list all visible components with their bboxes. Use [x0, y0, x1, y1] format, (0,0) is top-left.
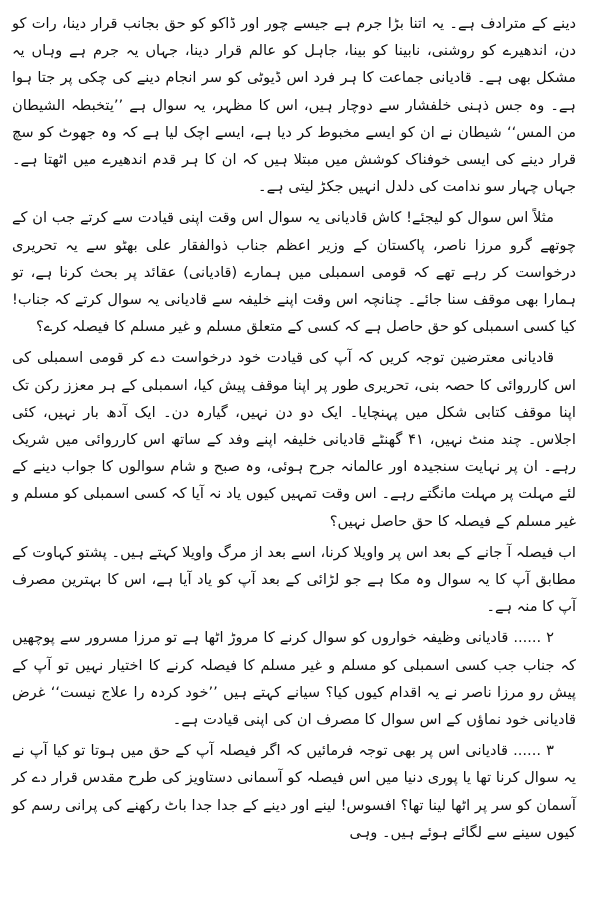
paragraph-opening: دینے کے مترادف ہے۔ یہ اتنا بڑا جرم ہے جیسے چور اور ڈاکو کو حق بجانب قرار دینا، رات کو دن، اندھیرے کو روشنی، نابینا کو بینا، جاہل کو عالم قرار دینا، جہاں یہ جرم ہے وہاں یہ مشکل بھی ہے۔ قادیانی جماعت کا ہر فرد اس ڈیوٹی کو سر انجام دینے کی چکی پر جتا ہوا ہے۔ وہ جس ذہنی خلفشار سے دوچار ہیں، اس کا مظہر، یہ سوال ہے ’’یتخبطہ الشیطان من المس‘‘ شیطان نے ان کو ایسے مخبوط کر دیا ہے، ایسے اچک لیا ہے کہ وہ جھوٹ کو سچ قرار دینے کی ایسی خوفناک کوشش میں مبتلا ہیں کہ ان کا ہر قدم اندھیرے میں اٹھتا ہے۔ جہاں چہار سو ندامت کی دلدل انہیں جکڑ لیتی ہے۔ — [12, 15, 576, 196]
paragraph-point-three: ۳ ...... قادیانی اس پر بھی توجہ فرمائیں کہ اگر فیصلہ آپ کے حق میں ہوتا تو کیا آپ نے یہ سوال کرنا تھا یا پوری دنیا میں اس فیصلہ کو آسمانی دستاویز کی طرح مقدس قرار دے کر آسمان کو سر پر اٹھا لینا تھا؟ افسوس! لینے اور دینے کے جدا جدا باٹ رکھنے کی پرانی رسم کو کیوں سینے سے لگائے ہوئے ہیں۔ وہی — [12, 742, 576, 841]
paragraph-after-decision: اب فیصلہ آ جانے کے بعد اس پر واویلا کرنا، اسے بعد از مرگ واویلا کہتے ہیں۔ پشتو کہاوت کے مطابق آپ کا یہ سوال وہ مکا ہے جو لڑائی کے بعد آپ کو یاد آیا ہے، اس کا بہترین مصرف آپ کا منہ ہے۔ — [12, 543, 576, 616]
paragraph-point-two: ۲ ...... قادیانی وظیفہ خواروں کو سوال کرنے کا مروڑ اٹھا ہے تو مرزا مسرور سے پوچھیں کہ جناب جب کسی اسمبلی کو مسلم و غیر مسلم کا فیصلہ کرنے کا اختیار نہیں تو آپ کے پیش رو مرزا ناصر نے یہ اقدام کیوں کیا؟ سیانے کہتے ہیں ’’خود کردہ را علاج نیست‘‘ غرض قادیانی خود نماؤں کے اس سوال کا مصرف ان کی اپنی قیادت ہے۔ — [12, 629, 576, 729]
paragraph-assembly-proceedings: قادیانی معترضین توجہ کریں کہ آپ کی قیادت خود درخواست دے کر قومی اسمبلی کی اس کارروائی کا حصہ بنی، تحریری طور پر اپنا موقف پیش کیا، اسمبلی کے ہر معزز رکن تک اپنا موقف کتابی شکل میں پہنچایا۔ ایک دو دن نہیں، گیارہ دن۔ ایک آدھ بار نہیں، کئی اجلاس۔ چند منٹ نہیں، ۴۱ گھنٹے قادیانی خلیفہ اپنے وفد کے ساتھ اس کارروائی میں شریک رہے۔ ان پر نہایت سنجیدہ اور عالمانہ جرح ہوئی، وہ صبح و شام سوالوں کا جواب دینے کے لئے مہلت پر مہلت مانگتے رہے۔ اس وقت تمہیں کیوں یاد نہ آیا کہ کسی اسمبلی کو مسلم و غیر مسلم کے فیصلہ کا حق حاصل نہیں؟ — [12, 349, 576, 530]
paragraph-question-example: مثلاً اس سوال کو لیجئے! کاش قادیانی یہ سوال اس وقت اپنی قیادت سے کرتے جب ان کے چوتھے گرو مرزا ناصر، پاکستان کے وزیر اعظم جناب ذوالفقار علی بھٹو سے یہ تحریری درخواست کر رہے تھے کہ قومی اسمبلی میں ہمارے (قادیانی) عقائد پر بحث کرنا ہے، تو ہمارا بھی موقف سنا جائے۔ چنانچہ اس وقت اپنے خلیفہ سے قادیانی یہ سوال کرتے کہ جناب! کیا کسی اسمبلی کو حق حاصل ہے کہ کسی کے متعلق مسلم و غیر مسلم کا فیصلہ کرے؟ — [12, 209, 576, 336]
